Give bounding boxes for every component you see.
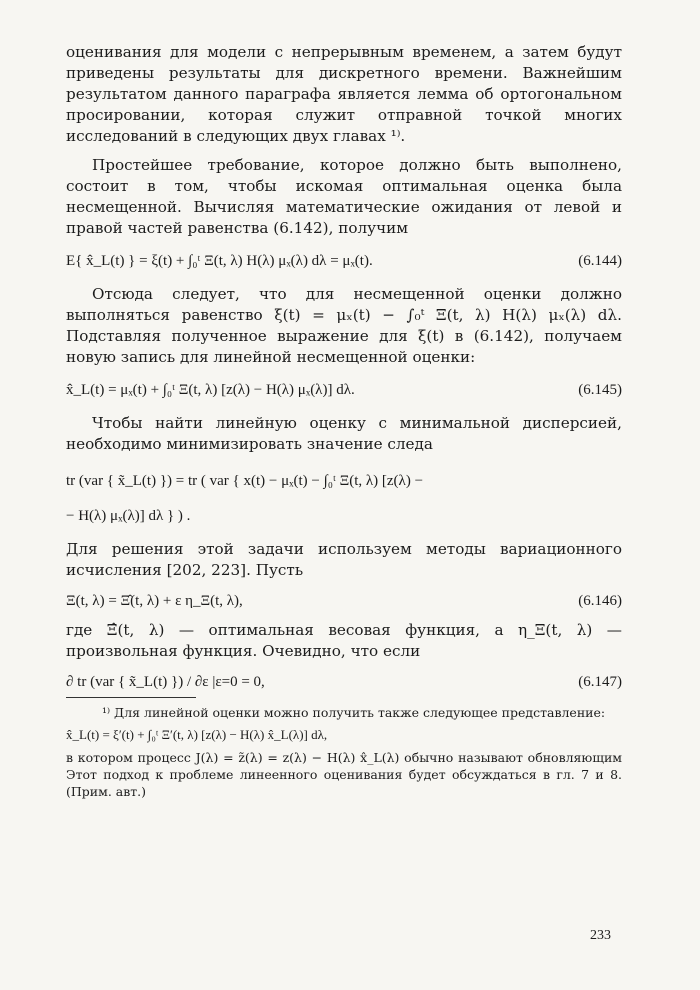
paragraph-4: Чтобы найти линейную оценку с минимальной дисперсией, необходимо минимизировать значение следа — [66, 414, 622, 453]
paragraph-3: Отсюда следует, что для несмещенной оценки должно выполняться равенство ξ(t) = μₓ(t) − ∫₀ᵗ Ξ(t, λ) H(λ) μₓ(λ) dλ. Подставляя полученное выражение для ξ(t) в (6.142), получаем новую запись для линейной несмещенной оценки: — [66, 285, 622, 366]
equation-number: (6.147) — [578, 674, 622, 690]
footnote-equation: x̂_L(t) = ξ′(t) + ∫₀ᵗ Ξ′(t, λ) [z(λ) − H(λ) x̂_L(λ)] dλ, — [66, 727, 328, 742]
equation-body: Ξ(t, λ) = Ξ̂(t, λ) + ε η_Ξ(t, λ), — [66, 593, 243, 609]
footnote-text: в котором процесс J(λ) = z̃(λ) = z(λ) − H(λ) x̂_L(λ) обычно называют обновляющим Этот подход к проблеме линеенного оценивания будет обсуждаться в гл. 7 и 8. (Прим. авт.) — [66, 750, 622, 799]
page-content — [66, 42, 622, 800]
paragraph-1: оценивания для модели с непрерывным временем, а затем будут приведены результаты для дискретного времени. Важнейшим результатом данного параграфа является лемма об ортогональном просировании, которая служит отправной точкой многих исследований в следующих двух главах ¹⁾. — [66, 43, 622, 145]
equation-body: E{ x̂_L(t) } = ξ(t) + ∫₀ᵗ Ξ(t, λ) H(λ) μₓ(λ) dλ = μₓ(t). — [66, 253, 373, 269]
page-number: 233 — [590, 928, 611, 943]
paragraph-6: где Ξ̂(t, λ) — оптимальная весовая функция, а η_Ξ(t, λ) — произвольная функция. Очевидно, что если — [66, 621, 622, 660]
equation-body: x̂_L(t) = μₓ(t) + ∫₀ᵗ Ξ(t, λ) [z(λ) − H(λ) μₓ(λ)] dλ. — [66, 382, 355, 398]
footnote-divider — [66, 697, 196, 698]
equation-6-146 — [66, 593, 622, 610]
equation-6-147 — [66, 674, 622, 691]
paragraph-5: Для решения этой задачи используем методы вариационного исчисления [202, 223]. Пусть — [66, 540, 622, 579]
paragraph-2: Простейшее требование, которое должно быть выполнено, состоит в том, чтобы искомая оптимальная оценка была несмещенной. Вычисляя математические ожидания от левой и правой частей равенства (6.142), получим — [66, 156, 622, 237]
equation-6-144 — [66, 253, 622, 270]
trace-equation-line-1: tr (var { x̃_L(t) }) = tr ( var { x(t) − μₓ(t) − ∫₀ᵗ Ξ(t, λ) [z(λ) − — [66, 473, 424, 489]
equation-6-145 — [66, 382, 622, 399]
trace-equation-line-2: − H(λ) μₓ(λ)] dλ } ) . — [66, 508, 191, 524]
equation-number: (6.146) — [578, 593, 622, 609]
equation-number: (6.144) — [578, 253, 622, 269]
equation-body: ∂ tr (var { x̃_L(t) }) / ∂ε |ε=0 = 0, — [66, 674, 265, 690]
footnote-intro: ¹⁾ Для линейной оценки можно получить также следующее представление: — [102, 705, 606, 720]
equation-number: (6.145) — [578, 382, 622, 398]
